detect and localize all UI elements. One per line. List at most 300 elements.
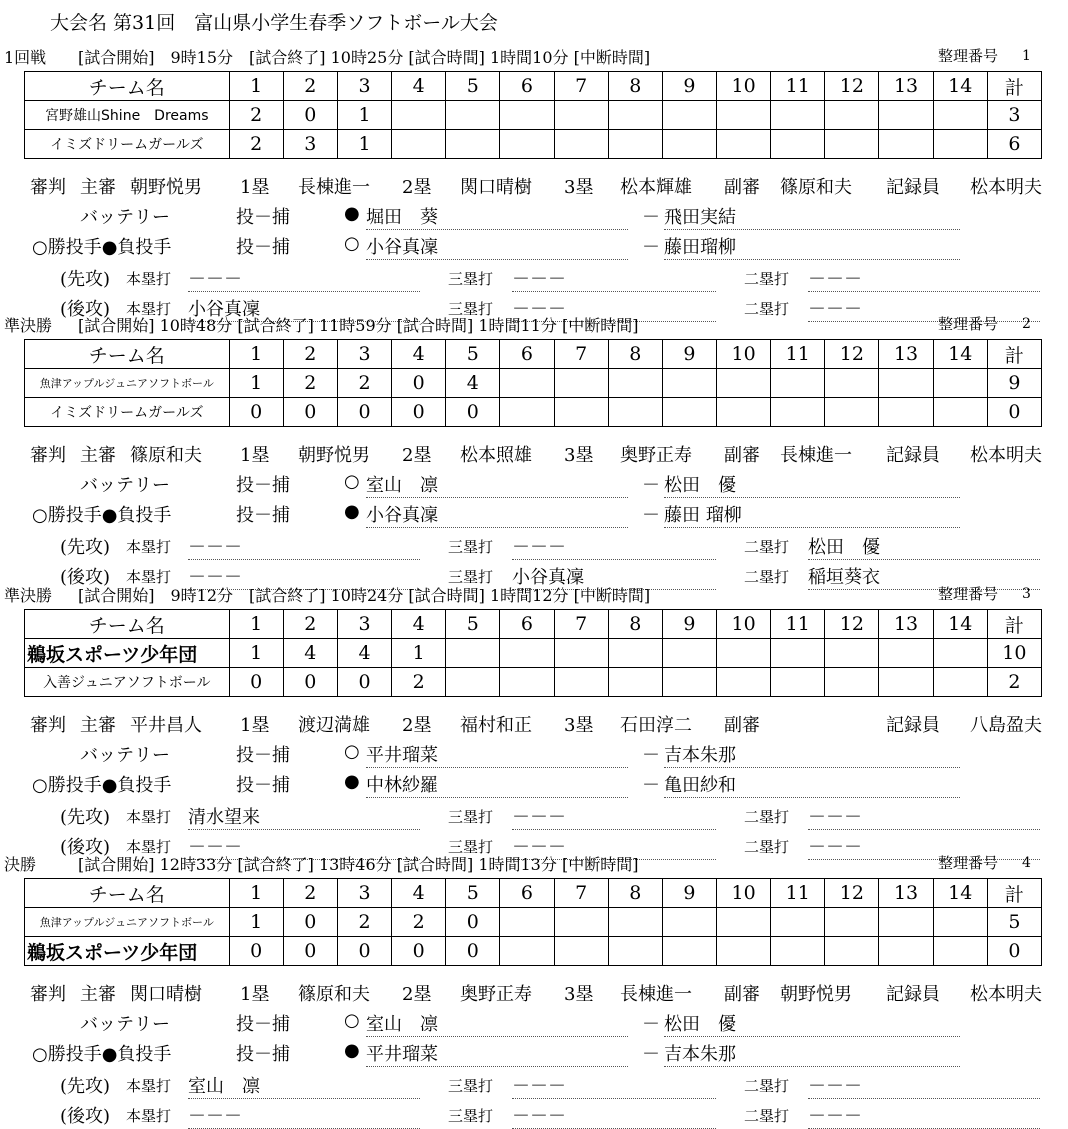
hr-label: 本塁打 xyxy=(126,300,172,318)
team-name: 魚津アップルジュニアソフトボール xyxy=(25,369,230,398)
inning-score xyxy=(500,668,554,697)
inning-score xyxy=(608,937,662,966)
inning-score xyxy=(554,908,608,937)
hr-label: 本塁打 xyxy=(126,1077,172,1095)
double-batter: －－－ xyxy=(808,295,1040,322)
inning-score xyxy=(662,908,716,937)
inning-header: 10 xyxy=(717,72,771,101)
inning-score xyxy=(771,101,825,130)
inning-score: 0 xyxy=(392,369,446,398)
inning-score xyxy=(662,369,716,398)
inning-score xyxy=(879,398,933,427)
umpires-line xyxy=(30,711,1060,735)
dash: － xyxy=(642,1014,660,1035)
double-label: 二塁打 xyxy=(744,808,790,826)
score-header-row xyxy=(25,340,1042,369)
first-base-label: 1塁 xyxy=(240,984,270,1005)
inning-score xyxy=(933,101,987,130)
hits-line xyxy=(0,1072,1068,1098)
inning-score xyxy=(608,668,662,697)
inning-score xyxy=(392,130,446,159)
inning-score xyxy=(825,639,879,668)
team-name: 入善ジュニアソフトボール xyxy=(25,668,230,697)
side-label: (先攻) xyxy=(60,1076,111,1097)
round-label: 準決勝 xyxy=(4,586,53,605)
third-base-label: 3塁 xyxy=(564,715,594,736)
inning-score xyxy=(771,908,825,937)
first-base-label: 1塁 xyxy=(240,445,270,466)
inning-score xyxy=(554,101,608,130)
second-base-umpire: 福村和正 xyxy=(460,715,532,736)
battery-line xyxy=(0,771,1068,799)
hr-label: 本塁打 xyxy=(126,270,172,288)
battery-label: バッテリー xyxy=(80,1014,170,1035)
umpires-line xyxy=(30,441,1060,465)
total-score: 0 xyxy=(987,398,1041,427)
inning-score: 1 xyxy=(229,369,283,398)
game-times: [試合開始] 10時48分 [試合終了] 11時59分 [試合時間] 1時間11分 [中断時間] xyxy=(78,316,639,335)
inning-score xyxy=(933,937,987,966)
inning-header: 9 xyxy=(662,340,716,369)
inning-score: 0 xyxy=(446,937,500,966)
inning-score xyxy=(879,101,933,130)
side-label: (後攻) xyxy=(60,299,111,320)
inning-score xyxy=(662,398,716,427)
battery-label: バッテリー xyxy=(80,207,170,228)
team-header: チーム名 xyxy=(25,340,230,369)
sub-umpire-label: 副審 xyxy=(724,715,760,736)
inning-score xyxy=(608,369,662,398)
plate-umpire: 関口晴樹 xyxy=(130,984,202,1005)
inning-score xyxy=(933,908,987,937)
inning-score xyxy=(446,130,500,159)
double-label: 二塁打 xyxy=(744,270,790,288)
win-loss-label: ○勝投手●負投手 xyxy=(32,237,172,258)
triple-batter: －－－ xyxy=(512,533,716,560)
inning-score xyxy=(879,639,933,668)
inning-header: 9 xyxy=(662,610,716,639)
triple-label: 三塁打 xyxy=(448,270,494,288)
inning-score xyxy=(717,937,771,966)
seq-label: 整理番号 xyxy=(938,47,999,65)
inning-header: 12 xyxy=(825,72,879,101)
inning-score: 0 xyxy=(229,937,283,966)
inning-header: 11 xyxy=(771,340,825,369)
inning-header: 1 xyxy=(229,72,283,101)
inning-score xyxy=(933,668,987,697)
third-base-umpire: 石田淳二 xyxy=(620,715,692,736)
second-base-label: 2塁 xyxy=(402,715,432,736)
catcher-name: 藤田瑠柳 xyxy=(664,233,960,260)
battery-line xyxy=(0,1010,1068,1038)
seq-label: 整理番号 xyxy=(938,854,999,872)
inning-header: 5 xyxy=(446,610,500,639)
battery-label: バッテリー xyxy=(80,475,170,496)
triple-batter: －－－ xyxy=(512,803,716,830)
team-row xyxy=(25,639,1042,668)
team-row xyxy=(25,668,1042,697)
inning-score: 0 xyxy=(283,908,337,937)
inning-header: 3 xyxy=(337,340,391,369)
result-mark: ○ xyxy=(344,1010,360,1031)
dash: － xyxy=(642,745,660,766)
result-mark: ○ xyxy=(344,471,360,492)
umpire-label: 審判 xyxy=(30,984,66,1005)
inning-header: 5 xyxy=(446,72,500,101)
score-table xyxy=(24,609,1042,697)
inning-score: 0 xyxy=(337,398,391,427)
team-row xyxy=(25,937,1042,966)
inning-header: 10 xyxy=(717,610,771,639)
game-times: [試合開始] 9時12分 [試合終了] 10時24分 [試合時間] 1時間12分 [中断時間] xyxy=(78,586,651,605)
inning-score xyxy=(771,369,825,398)
pitcher-name: 中林紗羅 xyxy=(366,771,628,798)
inning-score xyxy=(717,908,771,937)
hr-batter: －－－ xyxy=(188,533,420,560)
pc-label: 投－捕 xyxy=(236,237,290,258)
second-base-label: 2塁 xyxy=(402,984,432,1005)
inning-score: 2 xyxy=(229,130,283,159)
inning-header: 5 xyxy=(446,340,500,369)
inning-score xyxy=(662,130,716,159)
inning-score xyxy=(608,908,662,937)
team-row xyxy=(25,398,1042,427)
inning-header: 3 xyxy=(337,72,391,101)
team-header: チーム名 xyxy=(25,610,230,639)
pc-label: 投－捕 xyxy=(236,1014,290,1035)
side-label: (先攻) xyxy=(60,807,111,828)
inning-score xyxy=(446,668,500,697)
round-label: 準決勝 xyxy=(4,316,53,335)
inning-header: 7 xyxy=(554,72,608,101)
inning-header: 6 xyxy=(500,72,554,101)
inning-score: 1 xyxy=(337,101,391,130)
round-label: 1回戦 xyxy=(4,48,47,67)
battery-line xyxy=(0,741,1068,769)
result-mark: ● xyxy=(344,501,360,522)
recorder-label: 記録員 xyxy=(886,984,940,1005)
side-label: (後攻) xyxy=(60,567,111,588)
inning-header: 13 xyxy=(879,879,933,908)
inning-score xyxy=(717,101,771,130)
triple-batter: －－－ xyxy=(512,1072,716,1099)
inning-score xyxy=(608,101,662,130)
umpires-line xyxy=(30,980,1060,1004)
hr-batter: －－－ xyxy=(188,833,420,860)
inning-score xyxy=(500,130,554,159)
score-table xyxy=(24,71,1042,159)
total-score: 0 xyxy=(987,937,1041,966)
game-header xyxy=(4,45,1064,69)
game-block xyxy=(0,583,1068,858)
umpire-label: 審判 xyxy=(30,177,66,198)
dash: － xyxy=(642,775,660,796)
inning-header: 8 xyxy=(608,340,662,369)
double-batter: 稲垣葵衣 xyxy=(808,563,1040,590)
pc-label: 投－捕 xyxy=(236,505,290,526)
inning-header: 11 xyxy=(771,72,825,101)
hits-line xyxy=(0,803,1068,829)
side-label: (後攻) xyxy=(60,1106,111,1127)
pitcher-name: 室山 凛 xyxy=(366,1010,628,1037)
inning-score xyxy=(500,937,554,966)
inning-score xyxy=(771,937,825,966)
result-mark: ● xyxy=(344,1040,360,1061)
second-base-label: 2塁 xyxy=(402,177,432,198)
inning-score xyxy=(717,130,771,159)
inning-header: 1 xyxy=(229,610,283,639)
inning-score xyxy=(554,130,608,159)
team-row xyxy=(25,130,1042,159)
sub-umpire-label: 副審 xyxy=(724,177,760,198)
recorder: 松本明夫 xyxy=(970,177,1042,198)
inning-score xyxy=(662,639,716,668)
inning-score xyxy=(392,101,446,130)
battery-line xyxy=(0,471,1068,499)
inning-header: 11 xyxy=(771,879,825,908)
hr-label: 本塁打 xyxy=(126,808,172,826)
game-times: [試合開始] 9時15分 [試合終了] 10時25分 [試合時間] 1時間10分 [中断時間] xyxy=(78,48,651,67)
inning-score: 4 xyxy=(337,639,391,668)
game-block xyxy=(0,45,1068,320)
total-score: 2 xyxy=(987,668,1041,697)
total-header: 計 xyxy=(987,340,1041,369)
side-label: (後攻) xyxy=(60,837,111,858)
inning-score xyxy=(717,369,771,398)
inning-score xyxy=(608,398,662,427)
inning-header: 6 xyxy=(500,879,554,908)
double-label: 二塁打 xyxy=(744,568,790,586)
hr-batter: －－－ xyxy=(188,265,420,292)
inning-header: 5 xyxy=(446,879,500,908)
total-score: 10 xyxy=(987,639,1041,668)
inning-header: 2 xyxy=(283,340,337,369)
battery-line xyxy=(0,233,1068,261)
side-label: (先攻) xyxy=(60,269,111,290)
hits-line xyxy=(0,533,1068,559)
double-batter: －－－ xyxy=(808,265,1040,292)
pitcher-name: 平井瑠菜 xyxy=(366,741,628,768)
team-header: チーム名 xyxy=(25,879,230,908)
inning-header: 14 xyxy=(933,879,987,908)
plate-umpire: 朝野悦男 xyxy=(130,177,202,198)
umpire-label: 審判 xyxy=(30,715,66,736)
team-row xyxy=(25,101,1042,130)
score-table xyxy=(24,878,1042,966)
seq-label: 整理番号 xyxy=(938,315,999,333)
pitcher-name: 小谷真凜 xyxy=(366,501,628,528)
double-batter: －－－ xyxy=(808,1072,1040,1099)
third-base-umpire: 長棟進一 xyxy=(620,984,692,1005)
hr-batter: 清水望来 xyxy=(188,803,420,830)
inning-header: 3 xyxy=(337,610,391,639)
inning-score: 0 xyxy=(229,668,283,697)
inning-score xyxy=(879,668,933,697)
team-name: イミズドリームガールズ xyxy=(25,130,230,159)
inning-score xyxy=(446,639,500,668)
catcher-name: 吉本朱那 xyxy=(664,1040,960,1067)
second-base-umpire: 関口晴樹 xyxy=(460,177,532,198)
inning-header: 13 xyxy=(879,340,933,369)
inning-score: 0 xyxy=(337,668,391,697)
first-base-umpire: 篠原和夫 xyxy=(298,984,370,1005)
seq-number: 1 xyxy=(1022,48,1031,64)
dash: － xyxy=(642,1044,660,1065)
triple-label: 三塁打 xyxy=(448,1107,494,1125)
third-base-umpire: 奥野正寿 xyxy=(620,445,692,466)
triple-batter: －－－ xyxy=(512,265,716,292)
game-block xyxy=(0,852,1068,1127)
inning-score xyxy=(879,130,933,159)
inning-header: 7 xyxy=(554,879,608,908)
inning-header: 11 xyxy=(771,610,825,639)
team-row xyxy=(25,908,1042,937)
inning-header: 10 xyxy=(717,879,771,908)
inning-score xyxy=(500,101,554,130)
inning-header: 7 xyxy=(554,610,608,639)
pitcher-name: 堀田 葵 xyxy=(366,203,628,230)
inning-header: 8 xyxy=(608,72,662,101)
hr-batter: 室山 凛 xyxy=(188,1072,420,1099)
triple-label: 三塁打 xyxy=(448,838,494,856)
inning-score xyxy=(717,639,771,668)
double-label: 二塁打 xyxy=(744,538,790,556)
inning-score xyxy=(446,101,500,130)
pitcher-name: 平井瑠菜 xyxy=(366,1040,628,1067)
battery-label: バッテリー xyxy=(80,745,170,766)
inning-score: 0 xyxy=(283,398,337,427)
inning-score xyxy=(662,937,716,966)
catcher-name: 亀田紗和 xyxy=(664,771,960,798)
total-score: 6 xyxy=(987,130,1041,159)
triple-label: 三塁打 xyxy=(448,538,494,556)
double-batter: －－－ xyxy=(808,833,1040,860)
double-batter: －－－ xyxy=(808,803,1040,830)
plate-label: 主審 xyxy=(80,984,116,1005)
plate-label: 主審 xyxy=(80,445,116,466)
inning-score xyxy=(500,908,554,937)
inning-score xyxy=(608,130,662,159)
inning-header: 14 xyxy=(933,340,987,369)
recorder-label: 記録員 xyxy=(886,177,940,198)
plate-umpire: 篠原和夫 xyxy=(130,445,202,466)
pc-label: 投－捕 xyxy=(236,1044,290,1065)
hits-line xyxy=(0,265,1068,291)
triple-batter: 小谷真凜 xyxy=(512,563,716,590)
inning-header: 8 xyxy=(608,879,662,908)
inning-score xyxy=(771,130,825,159)
inning-header: 2 xyxy=(283,610,337,639)
inning-score: 2 xyxy=(283,369,337,398)
plate-label: 主審 xyxy=(80,715,116,736)
inning-score: 1 xyxy=(229,908,283,937)
inning-score: 4 xyxy=(446,369,500,398)
triple-label: 三塁打 xyxy=(448,808,494,826)
inning-score: 1 xyxy=(392,639,446,668)
inning-score xyxy=(554,639,608,668)
double-label: 二塁打 xyxy=(744,838,790,856)
inning-header: 14 xyxy=(933,72,987,101)
hr-batter: －－－ xyxy=(188,1102,420,1129)
page-title: 大会名 第31回 富山県小学生春季ソフトボール大会 xyxy=(50,12,498,34)
first-base-umpire: 長棟進一 xyxy=(298,177,370,198)
inning-score xyxy=(825,937,879,966)
inning-score xyxy=(879,369,933,398)
inning-header: 8 xyxy=(608,610,662,639)
third-base-label: 3塁 xyxy=(564,445,594,466)
team-name: 魚津アップルジュニアソフトボール xyxy=(25,908,230,937)
recorder: 八島盈夫 xyxy=(970,715,1042,736)
inning-header: 7 xyxy=(554,340,608,369)
triple-batter: －－－ xyxy=(512,833,716,860)
dash: － xyxy=(642,207,660,228)
total-score: 5 xyxy=(987,908,1041,937)
sub-umpire-label: 副審 xyxy=(724,984,760,1005)
recorder: 松本明夫 xyxy=(970,984,1042,1005)
team-name: イミズドリームガールズ xyxy=(25,398,230,427)
score-table xyxy=(24,339,1042,427)
battery-line xyxy=(0,501,1068,529)
inning-score xyxy=(825,101,879,130)
hr-label: 本塁打 xyxy=(126,1107,172,1125)
inning-header: 12 xyxy=(825,610,879,639)
inning-score xyxy=(771,639,825,668)
inning-header: 9 xyxy=(662,879,716,908)
dash: － xyxy=(642,237,660,258)
inning-header: 1 xyxy=(229,879,283,908)
inning-header: 13 xyxy=(879,610,933,639)
inning-score: 0 xyxy=(283,937,337,966)
inning-header: 2 xyxy=(283,879,337,908)
team-name: 鵜坂スポーツ少年団 xyxy=(25,639,230,668)
inning-score: 1 xyxy=(229,639,283,668)
total-score: 9 xyxy=(987,369,1041,398)
inning-score xyxy=(771,668,825,697)
catcher-name: 藤田 瑠柳 xyxy=(664,501,960,528)
inning-header: 12 xyxy=(825,340,879,369)
inning-score: 0 xyxy=(337,937,391,966)
third-base-umpire: 松本輝雄 xyxy=(620,177,692,198)
game-header xyxy=(4,313,1064,337)
pc-label: 投－捕 xyxy=(236,207,290,228)
hr-label: 本塁打 xyxy=(126,538,172,556)
battery-line xyxy=(0,1040,1068,1068)
inning-score xyxy=(933,639,987,668)
inning-score xyxy=(662,101,716,130)
inning-score: 0 xyxy=(283,101,337,130)
catcher-name: 松田 優 xyxy=(664,471,960,498)
total-score: 3 xyxy=(987,101,1041,130)
inning-header: 1 xyxy=(229,340,283,369)
third-base-label: 3塁 xyxy=(564,984,594,1005)
pitcher-name: 小谷真凜 xyxy=(366,233,628,260)
catcher-name: 吉本朱那 xyxy=(664,741,960,768)
double-batter: 松田 優 xyxy=(808,533,1040,560)
inning-header: 10 xyxy=(717,340,771,369)
pc-label: 投－捕 xyxy=(236,475,290,496)
inning-score: 2 xyxy=(392,908,446,937)
sub-umpire-label: 副審 xyxy=(724,445,760,466)
game-times: [試合開始] 12時33分 [試合終了] 13時46分 [試合時間] 1時間13分 [中断時間] xyxy=(78,855,639,874)
hits-line xyxy=(0,1102,1068,1128)
first-base-umpire: 朝野悦男 xyxy=(298,445,370,466)
inning-header: 6 xyxy=(500,610,554,639)
game-header xyxy=(4,583,1064,607)
inning-header: 13 xyxy=(879,72,933,101)
inning-score xyxy=(717,668,771,697)
game-header xyxy=(4,852,1064,876)
score-header-row xyxy=(25,72,1042,101)
